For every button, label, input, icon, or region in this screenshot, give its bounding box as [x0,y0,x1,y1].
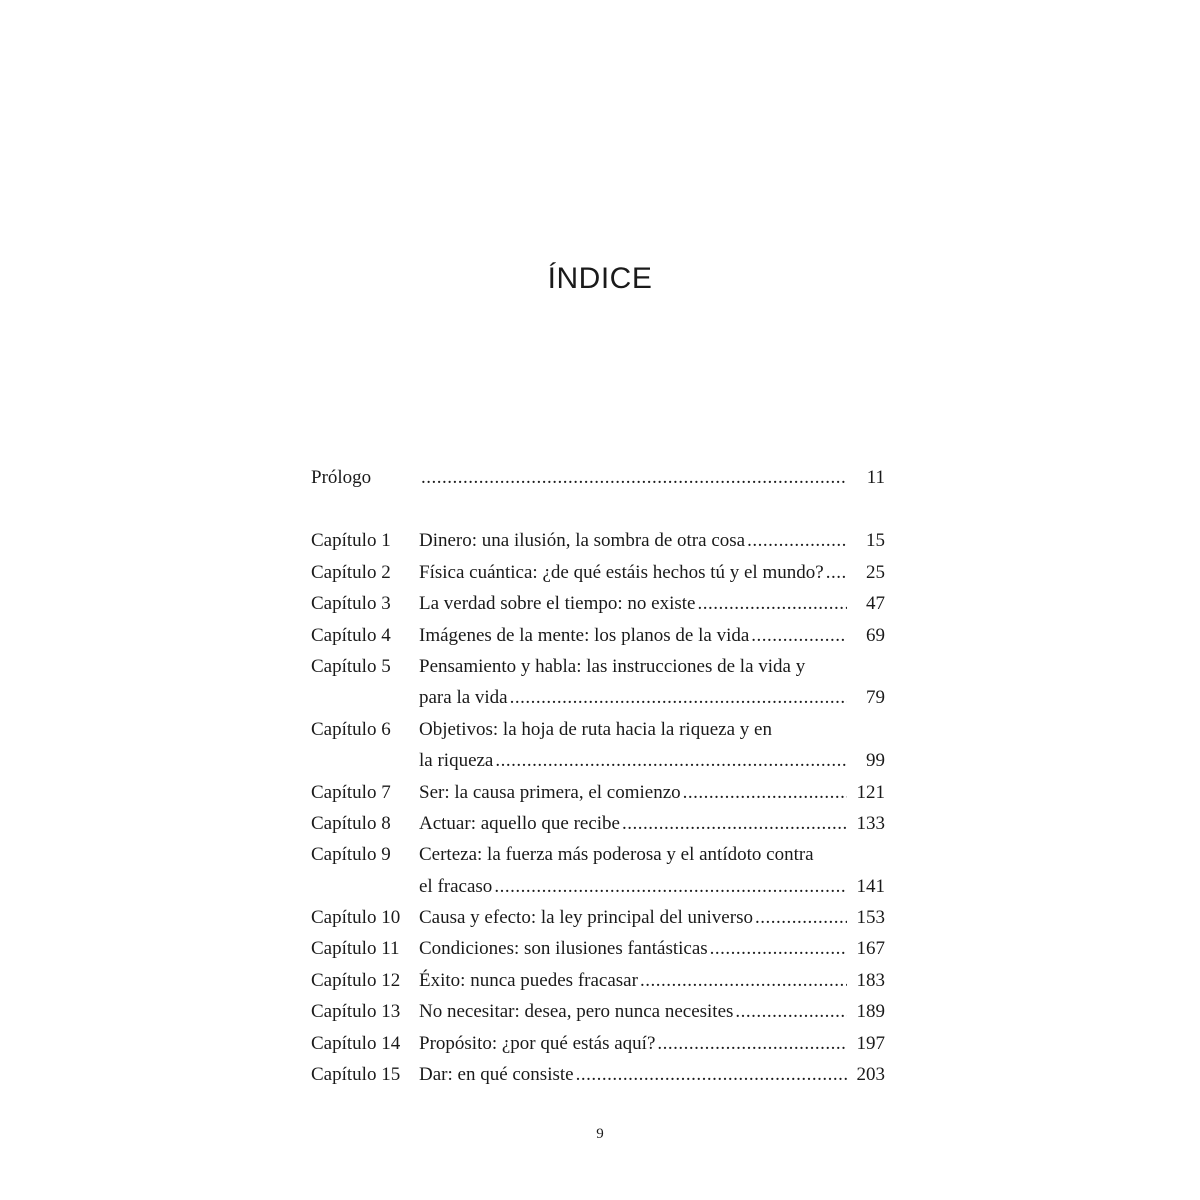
toc-entry-body [419,651,885,682]
toc-entry-chapter [311,902,885,933]
dot-leader [747,525,847,556]
chapter-title: Ser: la causa primera, el comienzo [419,781,681,803]
chapter-title: Certeza: la fuerza más poderosa y el antídoto contra [419,844,814,866]
dot-leader [510,682,847,713]
toc-entry-body [419,462,885,493]
dot-leader [697,588,847,619]
chapter-label: Capítulo 7 [311,781,391,803]
toc-entry-chapter [311,965,885,996]
toc-entry-continuation [311,682,885,713]
chapter-title: La verdad sobre el tiempo: no existe [419,593,696,615]
toc-page-number: 183 [856,969,885,991]
dot-leader [576,1059,847,1090]
chapter-label: Capítulo 8 [311,812,391,834]
chapter-title: Dar: en qué consiste [419,1064,574,1086]
toc-page-number: 25 [866,561,885,583]
toc-entry-body [419,682,885,713]
toc-entry-body [419,808,885,839]
dot-leader [622,808,847,839]
toc-entry-body [419,965,885,996]
toc-entry-continuation [311,871,885,902]
toc-entry-chapter [311,996,885,1027]
toc-page-number: 203 [856,1064,885,1086]
toc-page-number: 121 [856,781,885,803]
toc-entry-chapter [311,933,885,964]
toc-entry-body [419,588,885,619]
toc-entry-body [419,714,885,745]
page-title: ÍNDICE [547,262,653,295]
chapter-label: Capítulo 15 [311,1064,401,1086]
dot-leader [494,871,847,902]
toc-page-number: 69 [866,624,885,646]
toc-entry-chapter [311,839,885,870]
dot-leader [710,933,847,964]
toc-entry-body [419,996,885,1027]
chapter-title: Imágenes de la mente: los planos de la vida [419,624,750,646]
toc-page-number: 167 [856,938,885,960]
chapter-title: Pensamiento y habla: las instrucciones de la vida y [419,655,806,677]
dot-leader [495,745,847,776]
page-footer-number: 9 [596,1126,604,1142]
chapter-title: la riqueza [419,750,494,772]
toc-page-number: 141 [856,875,885,897]
chapter-title: Éxito: nunca puedes fracasar [419,969,638,991]
toc-entry-chapter [311,714,885,745]
dot-leader [683,777,847,808]
chapter-label: Capítulo 4 [311,624,391,646]
chapter-label: Capítulo 14 [311,1032,401,1054]
toc-entry-chapter [311,1059,885,1090]
dot-leader [826,557,847,588]
toc-entry-body [419,933,885,964]
dot-leader [640,965,847,996]
toc-entry-body [419,525,885,556]
toc-entry-chapter [311,525,885,556]
toc-entry-body [419,1028,885,1059]
chapter-title: Condiciones: son ilusiones fantásticas [419,938,708,960]
dot-leader [735,996,847,1027]
chapter-label: Capítulo 6 [311,718,391,740]
toc-page-number: 79 [866,687,885,709]
chapter-label: Capítulo 9 [311,844,391,866]
chapter-title: Causa y efecto: la ley principal del universo [419,907,753,929]
chapter-title: No necesitar: desea, pero nunca necesites [419,1001,734,1023]
chapter-title: Propósito: ¿por qué estás aquí? [419,1032,656,1054]
dot-leader [755,902,847,933]
toc-page-number: 133 [856,812,885,834]
toc-entry-body [419,620,885,651]
toc-entry-body [419,839,885,870]
chapter-title: Dinero: una ilusión, la sombra de otra cosa [419,530,746,552]
toc-entry-body [419,557,885,588]
chapter-label: Capítulo 10 [311,907,401,929]
table-of-contents [311,462,885,1090]
toc-entry-chapter [311,777,885,808]
chapter-label: Capítulo 13 [311,1001,401,1023]
dot-leader [657,1028,847,1059]
toc-page-number: 153 [856,907,885,929]
dot-leader [751,620,847,651]
toc-entry-body [419,777,885,808]
chapter-label: Capítulo 11 [311,938,400,960]
toc-entry-chapter [311,557,885,588]
chapter-label: Capítulo 12 [311,969,401,991]
toc-entry-body [419,871,885,902]
toc-page-number: 197 [856,1032,885,1054]
toc-entry-body [419,745,885,776]
chapter-title: Actuar: aquello que recibe [419,812,620,834]
toc-entry-chapter [311,808,885,839]
toc-entry-body [419,902,885,933]
toc-entry-body [419,1059,885,1090]
chapter-title: para la vida [419,687,508,709]
toc-entry-chapter [311,1028,885,1059]
chapter-label: Capítulo 1 [311,530,391,552]
toc-page-number: 11 [866,467,885,488]
toc-entry-prologue [311,462,885,493]
chapter-title: el fracaso [419,875,493,897]
chapter-title: Física cuántica: ¿de qué estáis hechos tú y el mundo? [419,561,824,583]
chapter-label: Capítulo 3 [311,593,391,615]
toc-page-number: 15 [866,530,885,552]
toc-page-number: 47 [866,593,885,615]
dot-leader [421,462,847,493]
toc-entry-chapter [311,651,885,682]
chapter-label: Capítulo 2 [311,561,391,583]
chapter-title: Objetivos: la hoja de ruta hacia la riqueza y en [419,718,772,740]
chapter-label: Capítulo 5 [311,655,391,677]
toc-entry-continuation [311,745,885,776]
toc-page-number: 189 [856,1001,885,1023]
toc-entry-chapter [311,588,885,619]
toc-page-number: 99 [866,750,885,772]
prologue-label: Prólogo [311,467,372,488]
toc-entry-chapter [311,620,885,651]
